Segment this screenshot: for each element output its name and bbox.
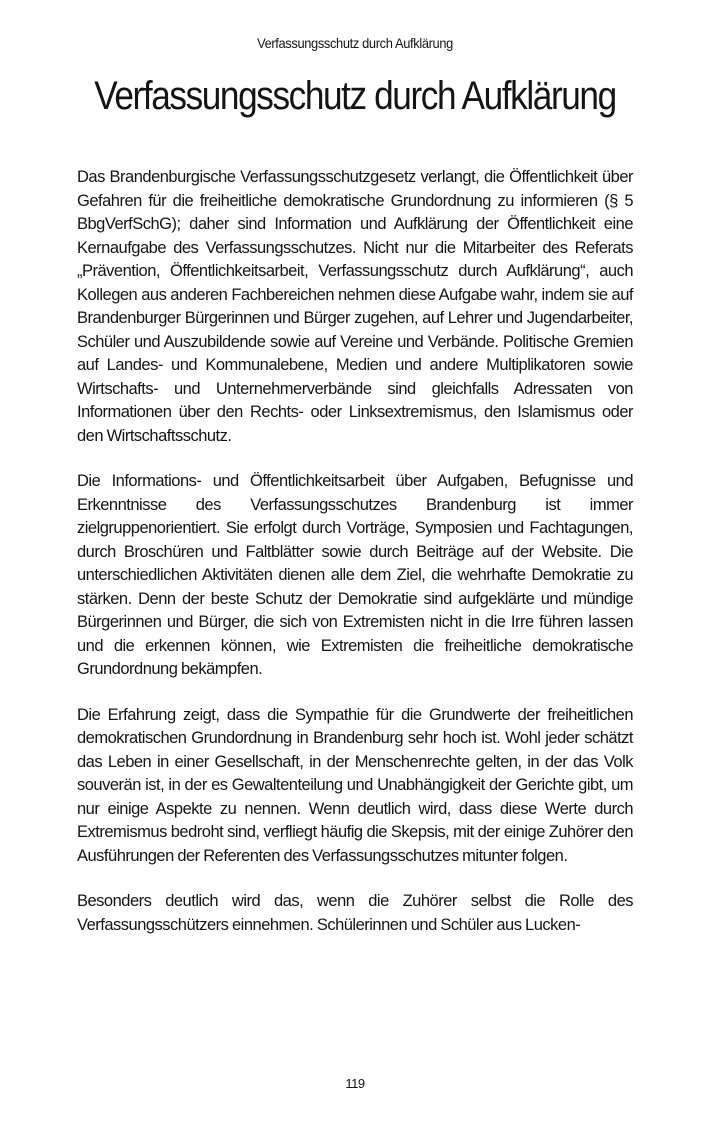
page-number: 119	[345, 1076, 365, 1091]
paragraph: Das Brandenburgische Verfassungsschutzgesetz verlangt, die Öffentlichkeit über Gefahren für die freiheitliche demokratische Grundordnung zu informieren (§ 5 BbgVerfSchG); daher sind Information und Aufklärung der Öffentlichkeit eine Kernaufgabe des Verfassungsschutzes. Nicht nur die Mitarbeiter des Referats „Prävention, Öffentlichkeitsarbeit, Verfassungsschutz durch Aufklärung“, auch Kollegen aus anderen Fachbereichen nehmen diese Aufgabe wahr, indem sie auf Brandenburger Bürgerinnen und Bürger zugehen, auf Lehrer und Jugendarbeiter, Schüler und Auszubildende sowie auf Vereine und Verbände. Politische Gremien auf Landes- und Kommunalebene, Medien und andere Multiplikatoren sowie Wirtschafts- und Unternehmerverbände sind gleichfalls Adressaten von Informationen über den Rechts- oder Linksextremismus, den Islamismus oder den Wirtschaftsschutz.	[77, 168, 633, 445]
body-text	[77, 166, 633, 959]
running-header: Verfassungsschutz durch Aufklärung	[257, 35, 453, 51]
paragraph: Besonders deutlich wird das, wenn die Zuhörer selbst die Rolle des Verfassungsschützers einnehmen. Schülerinnen und Schüler aus Lucken-	[77, 892, 633, 934]
paragraph: Die Erfahrung zeigt, dass die Sympathie für die Grundwerte der freiheitlichen demokratischen Grundordnung in Brandenburg sehr hoch ist. Wohl jeder schätzt das Leben in einer Gesellschaft, in der Menschenrechte gelten, in der das Volk souverän ist, in der es Gewaltenteilung und Unabhängigkeit der Gerichte gibt, um nur einige Aspekte zu nennen. Wenn deutlich wird, dass diese Werte durch Extremismus bedroht sind, verfliegt häufig die Skepsis, mit der einige Zuhörer den Ausführungen der Referenten des Verfassungsschutzes mitunter folgen.	[77, 705, 633, 865]
paragraph: Die Informations- und Öffentlichkeitsarbeit über Aufgaben, Befugnisse und Erkenntnisse des Verfassungsschutzes Brandenburg ist immer zielgruppenorientiert. Sie erfolgt durch Vorträge, Symposien und Fachtagungen, durch Broschüren und Faltblätter sowie durch Beiträge auf der Website. Die unterschiedlichen Aktivitäten dienen alle dem Ziel, die wehrhafte Demokratie zu stärken. Denn der beste Schutz der Demokratie sind aufgeklärte und mündige Bürgerinnen und Bürger, die sich von Extremisten nicht in die Irre führen lassen und die erkennen können, wie Extremisten die freiheitliche demokratische Grundordnung bekämpfen.	[77, 472, 633, 678]
page-title: Verfassungsschutz durch Aufklärung	[94, 74, 616, 118]
